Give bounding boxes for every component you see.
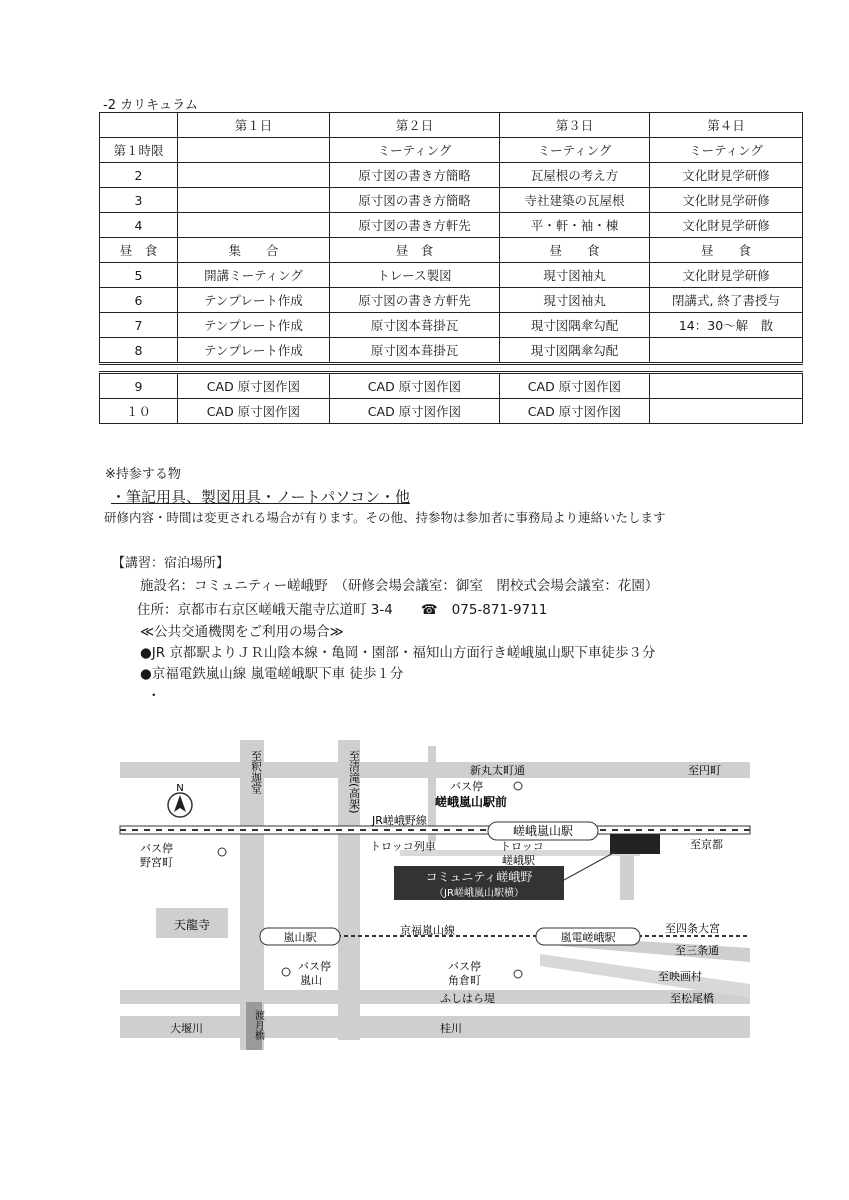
table-cell: 昼 食 (330, 238, 500, 263)
telephone-icon: ☎ (420, 602, 438, 618)
curriculum-table (99, 112, 803, 424)
table-cell: 文化財見学研修 (650, 213, 803, 238)
items-heading: ※持参する物 (105, 467, 181, 482)
table-cell: 現寸図隅傘勾配 (500, 338, 650, 364)
table-cell: 平・軒・袖・棟 (500, 213, 650, 238)
route-keifuku: ●京福電鉄嵐山線 嵐電嵯峨駅下車 徒歩１分 (140, 666, 404, 682)
table-cell: 原寸図の書き方軒先 (330, 213, 500, 238)
items-list: ・筆記用具、製図用具・ノートパソコン・他 (111, 488, 410, 506)
table-cell: CAD 原寸図作図 (330, 399, 500, 424)
label-katsuragawa: 桂川 (440, 1022, 462, 1035)
bus-stop-icon (514, 782, 522, 790)
table-cell (178, 188, 330, 213)
table-row (100, 113, 803, 138)
bus-stop-icon (514, 970, 522, 978)
label-jr-line: JR嵯峨野線 (372, 814, 427, 827)
transit-heading: ≪公共交通機関をご利用の場合≫ (140, 624, 344, 640)
table-cell: 現寸図袖丸 (500, 263, 650, 288)
table-cell: CAD 原寸図作図 (330, 373, 500, 399)
label-torokko-saga: 嵯峨駅 (502, 854, 535, 867)
table-divider (100, 364, 803, 373)
label-togetsukyo: 渡月橋 (252, 1010, 264, 1040)
label-kadokura: 角倉町 (448, 974, 481, 987)
table-cell: 開講ミーティング (178, 263, 330, 288)
label-fushiharatsutsumi: ふしはら堤 (440, 992, 495, 1005)
label-kyoto: 至京都 (690, 838, 723, 851)
venue-heading: 【講習：宿泊場所】 (112, 556, 230, 571)
label-eigamura: 至映画村 (658, 970, 702, 983)
table-cell: 2 (100, 163, 178, 188)
table-cell: 文化財見学研修 (650, 263, 803, 288)
label-saga-ekimae: 嵯峨嵐山駅前 (435, 795, 508, 809)
bus-stop-icon (282, 968, 290, 976)
label-shinmarutamachi: 新丸太町通 (470, 764, 525, 777)
label-bus-kadokura: バス停 (448, 960, 481, 973)
table-cell: 4 (100, 213, 178, 238)
table-cell: 集 合 (178, 238, 330, 263)
route-jr: ●JR 京都駅よりＪＲ山陰本線・亀岡・園部・福知山方面行き嵯峨嵐山駅下車徒歩３分 (140, 645, 656, 661)
table-cell: ミーティング (500, 138, 650, 163)
table-cell: CAD 原寸図作図 (500, 373, 650, 399)
table-cell: 9 (100, 373, 178, 399)
label-bus-arashiyama: バス停 (298, 960, 331, 973)
table-cell: 文化財見学研修 (650, 188, 803, 213)
table-cell (178, 138, 330, 163)
table-cell (178, 213, 330, 238)
label-nonomiya: 野宮町 (140, 856, 173, 869)
table-row (100, 373, 803, 399)
label-shakado: 至釈迦堂 (249, 750, 263, 794)
north-label: N (176, 783, 184, 794)
bus-stop-icon (218, 848, 226, 856)
table-cell (178, 163, 330, 188)
table-header-cell: 第３日 (500, 113, 650, 138)
table-cell (650, 399, 803, 424)
table-row (100, 163, 803, 188)
label-arashiyama: 嵐山 (300, 974, 322, 987)
tenryuji-label: 天龍寺 (173, 918, 211, 932)
table-row (100, 338, 803, 364)
table-header-cell (100, 113, 178, 138)
table-cell: 原寸図の書き方軒先 (330, 288, 500, 313)
label-sanjo: 至三条通 (675, 944, 719, 957)
venue-building (610, 834, 660, 854)
table-cell: 現寸図袖丸 (500, 288, 650, 313)
table-row (100, 188, 803, 213)
table-cell: ミーティング (330, 138, 500, 163)
table-row (100, 288, 803, 313)
facility-name: 施設名：コミュニティー嵯峨野 （研修会場会議室：御室 閉校式会場会議室：花園） (140, 578, 659, 594)
table-cell: CAD 原寸図作図 (178, 373, 330, 399)
label-keifuku-line: 京福嵐山線 (400, 924, 455, 937)
table-cell: 8 (100, 338, 178, 364)
table-cell: 7 (100, 313, 178, 338)
divider-cell (100, 364, 803, 373)
table-cell: 6 (100, 288, 178, 313)
table-cell (650, 338, 803, 364)
table-cell: ミーティング (650, 138, 803, 163)
table-cell: 寺社建築の瓦屋根 (500, 188, 650, 213)
randen-saga-station-label: 嵐電嵯峨駅 (560, 931, 616, 944)
table-cell: 14：30〜解 散 (650, 313, 803, 338)
table-header-cell: 第１日 (178, 113, 330, 138)
label-matsuo: 至松尾橋 (670, 992, 714, 1005)
label-shijo-omiya: 至四条大宮 (665, 922, 720, 935)
river-katsuragawa (120, 1016, 750, 1038)
table-header-cell: 第４日 (650, 113, 803, 138)
table-cell: 原寸図本葺掛瓦 (330, 338, 500, 364)
label-kiyotaki: 至清滝(高架) (347, 750, 361, 814)
table-row (100, 238, 803, 263)
table-cell: CAD 原寸図作図 (178, 399, 330, 424)
table-cell: トレース製図 (330, 263, 500, 288)
address-line (137, 598, 547, 618)
address-text: 住所：京都市右京区嵯峨天龍寺広道町 3-4 (137, 602, 393, 618)
section-title: -2 カリキュラム (103, 98, 198, 113)
table-cell: 5 (100, 263, 178, 288)
table-cell: 原寸図本葺掛瓦 (330, 313, 500, 338)
table-cell: 現寸図隅傘勾配 (500, 313, 650, 338)
table-cell: 瓦屋根の考え方 (500, 163, 650, 188)
table-row (100, 399, 803, 424)
phone-number: 075-871-9711 (451, 602, 548, 618)
road-fushiharatsutsumi (120, 990, 750, 1004)
change-note: 研修内容・時間は変更される場合が有ります。その他、持参物は参加者に事務局より連絡いたします (104, 510, 666, 525)
table-cell (650, 373, 803, 399)
label-bus-nonomiya: バス停 (140, 842, 173, 855)
table-cell: テンプレート作成 (178, 288, 330, 313)
label-torokko: トロッコ (500, 840, 544, 853)
table-cell: 昼 食 (650, 238, 803, 263)
table-cell: 3 (100, 188, 178, 213)
table-cell: １０ (100, 399, 178, 424)
table-header-cell: 第２日 (330, 113, 500, 138)
empty-bullet: ・ (147, 688, 161, 704)
table-cell: CAD 原寸図作図 (500, 399, 650, 424)
table-cell: 昼 食 (500, 238, 650, 263)
venue-pointer (564, 852, 615, 880)
arashiyama-station-label: 嵐山駅 (283, 931, 317, 944)
table-cell: 閉講式, 終了書授与 (650, 288, 803, 313)
table-cell: 昼 食 (100, 238, 178, 263)
label-torokko-train: トロッコ列車 (370, 840, 436, 853)
table-cell: 原寸図の書き方簡略 (330, 188, 500, 213)
table-cell: 第１時限 (100, 138, 178, 163)
table-row (100, 213, 803, 238)
access-map (110, 740, 760, 1060)
table-cell: 原寸図の書き方簡略 (330, 163, 500, 188)
saga-arashiyama-station-label: 嵯峨嵐山駅 (512, 824, 574, 838)
table-cell: 文化財見学研修 (650, 163, 803, 188)
label-oigawa: 大堰川 (170, 1022, 203, 1035)
venue-name: コミュニティ嵯峨野 (425, 870, 533, 884)
table-row (100, 138, 803, 163)
table-cell: テンプレート作成 (178, 313, 330, 338)
label-bus-saga: バス停 (450, 780, 483, 793)
label-enmachi: 至円町 (688, 764, 721, 777)
table-row (100, 313, 803, 338)
venue-sub: （JR嵯峨嵐山駅横） (434, 888, 524, 899)
table-cell: テンプレート作成 (178, 338, 330, 364)
table-row (100, 263, 803, 288)
